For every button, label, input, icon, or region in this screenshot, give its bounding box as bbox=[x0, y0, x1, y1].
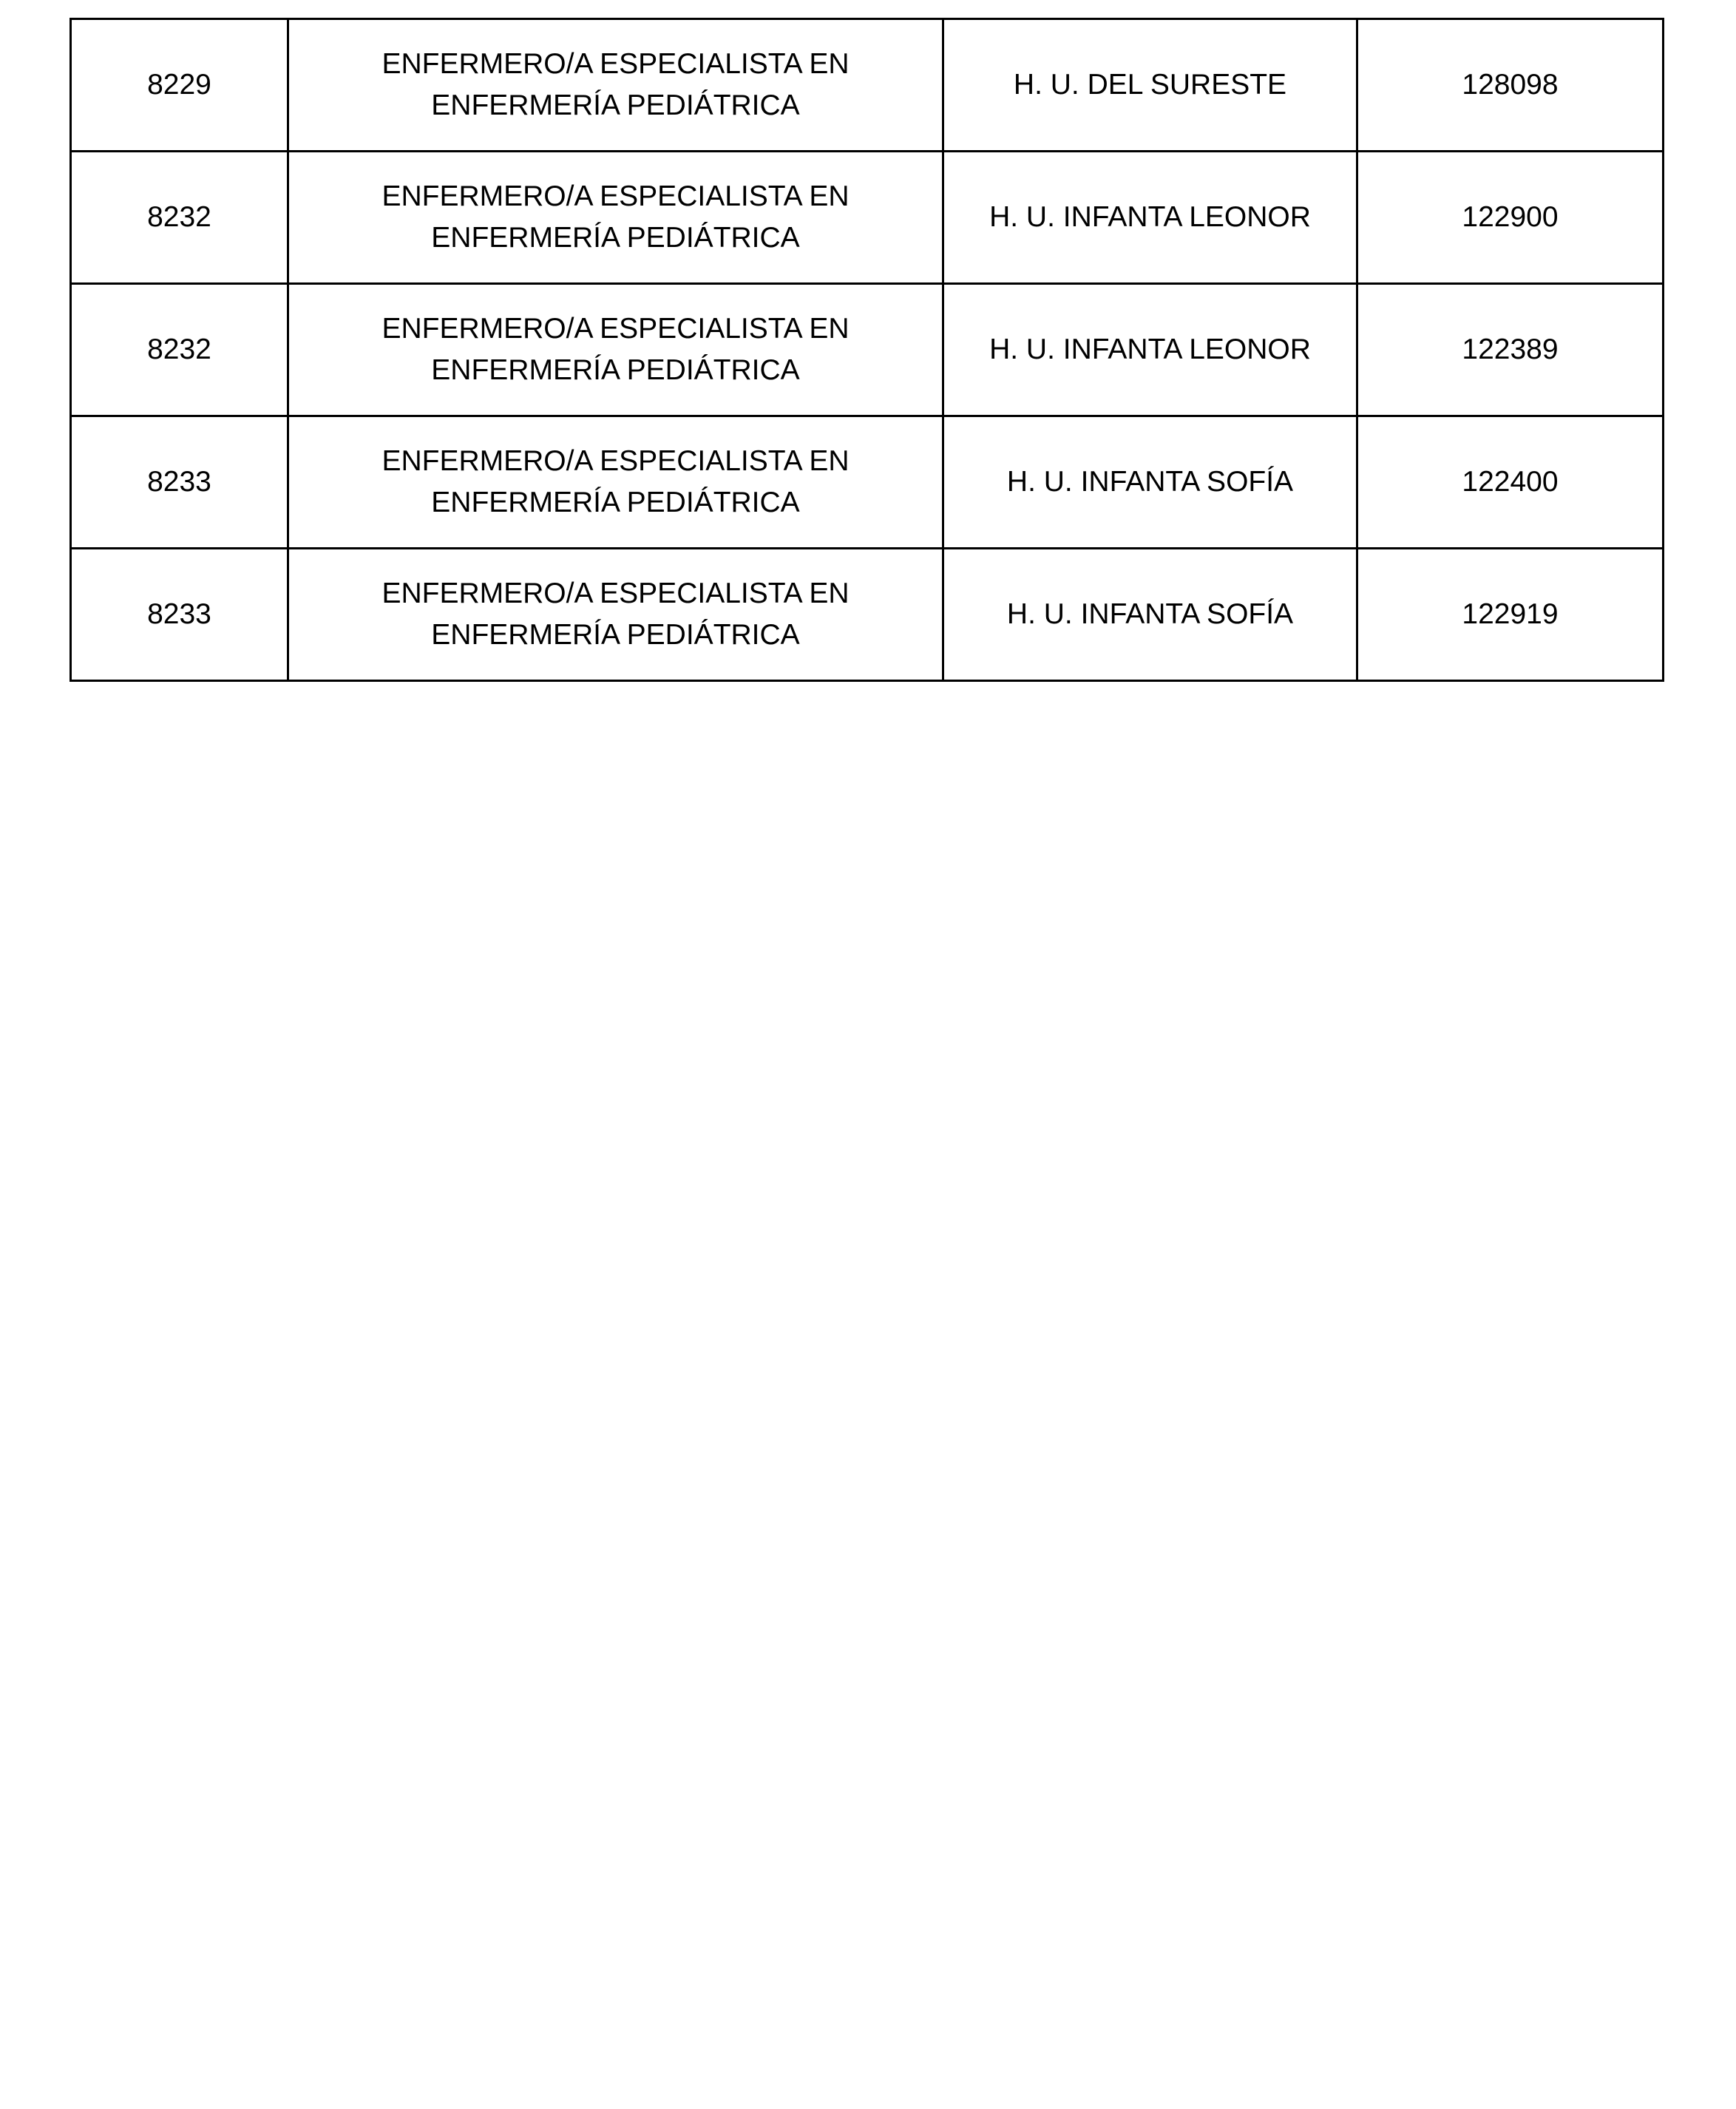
category-cell: ENFERMERO/A ESPECIALISTA EN ENFERMERÍA PEDIÁTRICA bbox=[288, 549, 943, 681]
positions-table bbox=[69, 18, 1664, 682]
code-cell: 8232 bbox=[71, 284, 288, 416]
category-cell: ENFERMERO/A ESPECIALISTA EN ENFERMERÍA PEDIÁTRICA bbox=[288, 19, 943, 152]
number-cell: 122919 bbox=[1357, 549, 1664, 681]
code-cell: 8232 bbox=[71, 152, 288, 284]
center-cell: H. U. INFANTA LEONOR bbox=[943, 152, 1357, 284]
table-row bbox=[71, 19, 1664, 152]
table-row bbox=[71, 152, 1664, 284]
table-row bbox=[71, 416, 1664, 549]
number-cell: 128098 bbox=[1357, 19, 1664, 152]
category-cell: ENFERMERO/A ESPECIALISTA EN ENFERMERÍA PEDIÁTRICA bbox=[288, 416, 943, 549]
number-cell: 122900 bbox=[1357, 152, 1664, 284]
table-row bbox=[71, 284, 1664, 416]
category-cell: ENFERMERO/A ESPECIALISTA EN ENFERMERÍA PEDIÁTRICA bbox=[288, 284, 943, 416]
category-cell: ENFERMERO/A ESPECIALISTA EN ENFERMERÍA PEDIÁTRICA bbox=[288, 152, 943, 284]
number-cell: 122400 bbox=[1357, 416, 1664, 549]
center-cell: H. U. INFANTA SOFÍA bbox=[943, 549, 1357, 681]
code-cell: 8233 bbox=[71, 549, 288, 681]
code-cell: 8233 bbox=[71, 416, 288, 549]
number-cell: 122389 bbox=[1357, 284, 1664, 416]
table-row bbox=[71, 549, 1664, 681]
center-cell: H. U. INFANTA SOFÍA bbox=[943, 416, 1357, 549]
center-cell: H. U. DEL SURESTE bbox=[943, 19, 1357, 152]
center-cell: H. U. INFANTA LEONOR bbox=[943, 284, 1357, 416]
code-cell: 8229 bbox=[71, 19, 288, 152]
